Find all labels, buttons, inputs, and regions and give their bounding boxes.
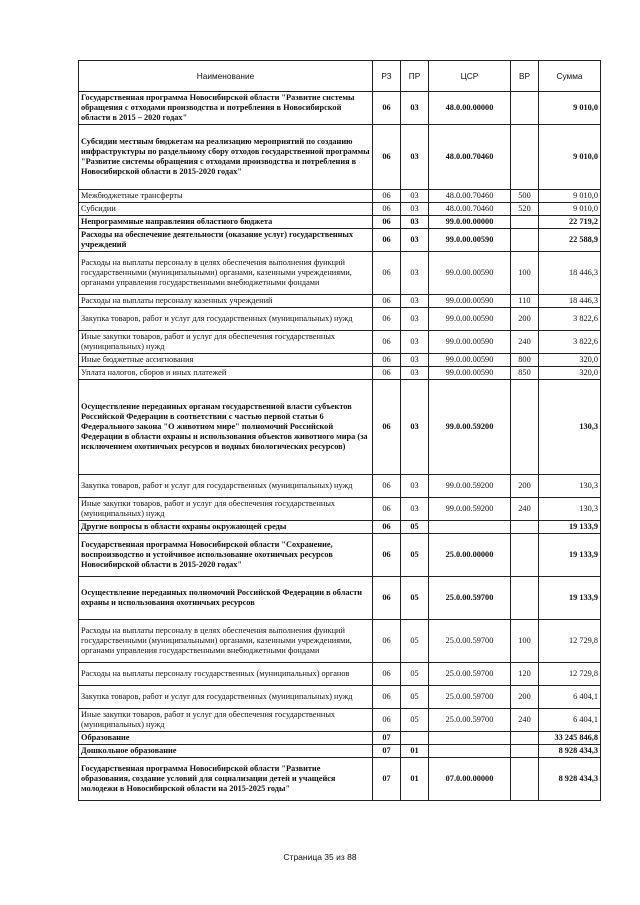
cell-csr: 99.0.00.00590: [429, 367, 511, 380]
cell-pr: 05: [401, 521, 429, 534]
cell-rz: 06: [373, 331, 401, 354]
header-pr: ПР: [401, 61, 429, 92]
cell-csr: 48.0.00.70460: [429, 125, 511, 190]
cell-name: Государственная программа Новосибирской области "Сохранение, воспроизводство и устойчивое использование охотничьих ресурсов Новосибирской области в 2015-2020 годах": [79, 534, 373, 577]
table-row: [79, 354, 601, 367]
cell-sum: 8 928 434,3: [539, 758, 601, 801]
cell-name: Государственная программа Новосибирской области "Развитие образования, создание условий для социализации детей и учащейся молодежи в Новосибирской области на 2015-2025 годы": [79, 758, 373, 801]
cell-vr: [511, 216, 539, 229]
table-row: [79, 125, 601, 190]
table-row: [79, 252, 601, 295]
cell-vr: [511, 758, 539, 801]
cell-name: Межбюджетные трансферты: [79, 190, 373, 203]
cell-sum: 3 822,6: [539, 308, 601, 331]
cell-vr: 240: [511, 331, 539, 354]
cell-name: Закупка товаров, работ и услуг для государственных (муниципальных) нужд: [79, 475, 373, 498]
cell-name: Закупка товаров, работ и услуг для государственных (муниципальных) нужд: [79, 686, 373, 709]
cell-sum: 22 719,2: [539, 216, 601, 229]
table-header-row: [79, 61, 601, 92]
cell-vr: [511, 732, 539, 745]
cell-csr: 99.0.00.00590: [429, 229, 511, 252]
cell-pr: 03: [401, 252, 429, 295]
cell-vr: 500: [511, 190, 539, 203]
page-number: Страница 35 из 88: [283, 852, 357, 862]
cell-csr: 99.0.00.59200: [429, 475, 511, 498]
cell-rz: 06: [373, 354, 401, 367]
cell-csr: 99.0.00.59200: [429, 498, 511, 521]
cell-vr: 110: [511, 295, 539, 308]
cell-name: Образование: [79, 732, 373, 745]
cell-csr: 48.0.00.70460: [429, 190, 511, 203]
cell-rz: 06: [373, 498, 401, 521]
cell-pr: 05: [401, 709, 429, 732]
cell-name: Непрограммные направления областного бюджета: [79, 216, 373, 229]
cell-name: Иные бюджетные ассигнования: [79, 354, 373, 367]
cell-pr: 03: [401, 92, 429, 125]
cell-rz: 06: [373, 367, 401, 380]
cell-vr: 100: [511, 620, 539, 663]
cell-pr: 01: [401, 758, 429, 801]
table-row: [79, 745, 601, 758]
header-name: Наименование: [79, 61, 373, 92]
cell-name: Расходы на выплаты персоналу государственных (муниципальных) органов: [79, 663, 373, 686]
cell-pr: 03: [401, 498, 429, 521]
cell-csr: 25.0.00.00000: [429, 534, 511, 577]
cell-vr: 200: [511, 475, 539, 498]
cell-csr: 25.0.00.59700: [429, 709, 511, 732]
cell-pr: 03: [401, 331, 429, 354]
cell-pr: 05: [401, 534, 429, 577]
cell-pr: 03: [401, 216, 429, 229]
cell-rz: 06: [373, 534, 401, 577]
table-row: [79, 686, 601, 709]
cell-rz: 06: [373, 620, 401, 663]
cell-sum: 6 404,1: [539, 709, 601, 732]
table-row: [79, 521, 601, 534]
cell-rz: 06: [373, 190, 401, 203]
cell-vr: 240: [511, 709, 539, 732]
cell-csr: 25.0.00.59700: [429, 577, 511, 620]
cell-pr: 01: [401, 745, 429, 758]
cell-name: Расходы на выплаты персоналу в целях обеспечения выполнения функций государственными (муниципальными) органами, казенными учреждениями, органами управления государственными внебюджетными фондами: [79, 620, 373, 663]
cell-vr: [511, 229, 539, 252]
cell-name: Закупка товаров, работ и услуг для государственных (муниципальных) нужд: [79, 308, 373, 331]
cell-csr: 99.0.00.00590: [429, 354, 511, 367]
cell-name: Дошкольное образование: [79, 745, 373, 758]
cell-rz: 06: [373, 686, 401, 709]
cell-pr: 03: [401, 125, 429, 190]
cell-rz: 06: [373, 216, 401, 229]
cell-name: Другие вопросы в области охраны окружающей среды: [79, 521, 373, 534]
cell-name: Уплата налогов, сборов и иных платежей: [79, 367, 373, 380]
cell-vr: [511, 745, 539, 758]
cell-sum: 18 446,3: [539, 252, 601, 295]
cell-sum: 12 729,8: [539, 663, 601, 686]
cell-vr: [511, 92, 539, 125]
header-sum: Сумма: [539, 61, 601, 92]
table-row: [79, 475, 601, 498]
cell-pr: 03: [401, 308, 429, 331]
cell-vr: [511, 380, 539, 475]
cell-pr: 03: [401, 354, 429, 367]
cell-csr: 99.0.00.59200: [429, 380, 511, 475]
table-row: [79, 758, 601, 801]
cell-sum: 9 010,0: [539, 125, 601, 190]
cell-rz: 07: [373, 758, 401, 801]
cell-sum: 9 010,0: [539, 190, 601, 203]
cell-sum: 130,3: [539, 498, 601, 521]
cell-sum: 6 404,1: [539, 686, 601, 709]
table-row: [79, 308, 601, 331]
table-row: [79, 663, 601, 686]
cell-name: Иные закупки товаров, работ и услуг для обеспечения государственных (муниципальных) нужд: [79, 331, 373, 354]
cell-vr: 240: [511, 498, 539, 521]
cell-sum: 18 446,3: [539, 295, 601, 308]
budget-table: [78, 60, 601, 801]
table-row: [79, 534, 601, 577]
cell-name: Субсидии: [79, 203, 373, 216]
header-csr: ЦСР: [429, 61, 511, 92]
cell-pr: 03: [401, 475, 429, 498]
cell-pr: [401, 732, 429, 745]
table-row: [79, 620, 601, 663]
cell-sum: 320,0: [539, 354, 601, 367]
table-row: [79, 732, 601, 745]
table-row: [79, 92, 601, 125]
cell-name: Иные закупки товаров, работ и услуг для обеспечения государственных (муниципальных) нужд: [79, 498, 373, 521]
cell-csr: 07.0.00.00000: [429, 758, 511, 801]
cell-sum: 33 245 846,8: [539, 732, 601, 745]
cell-vr: [511, 577, 539, 620]
cell-name: Государственная программа Новосибирской области "Развитие системы обращения с отходами производства и потребления в Новосибирской области в 2015 – 2020 годах": [79, 92, 373, 125]
cell-csr: 48.0.00.00000: [429, 92, 511, 125]
cell-csr: 25.0.00.59700: [429, 686, 511, 709]
cell-vr: [511, 534, 539, 577]
cell-csr: 48.0.00.70460: [429, 203, 511, 216]
cell-vr: 850: [511, 367, 539, 380]
table-row: [79, 367, 601, 380]
cell-rz: 06: [373, 92, 401, 125]
cell-csr: 25.0.00.59700: [429, 663, 511, 686]
header-rz: РЗ: [373, 61, 401, 92]
header-vr: ВР: [511, 61, 539, 92]
cell-pr: 03: [401, 295, 429, 308]
cell-sum: 130,3: [539, 380, 601, 475]
cell-rz: 06: [373, 663, 401, 686]
cell-sum: 12 729,8: [539, 620, 601, 663]
cell-rz: 06: [373, 203, 401, 216]
cell-csr: [429, 732, 511, 745]
cell-rz: 07: [373, 745, 401, 758]
cell-pr: 05: [401, 663, 429, 686]
cell-vr: 200: [511, 686, 539, 709]
cell-name: Осуществление переданных органам государственной власти субъектов Российской Федерации в соответствии с частью первой статьи 6 Федерального закона "О животном мире" полномочий Российской Федерации в области охраны и использования объектов животного мира (за исключением охотничьих ресурсов и водных биологических ресурсов): [79, 380, 373, 475]
cell-sum: 8 928 434,3: [539, 745, 601, 758]
cell-vr: [511, 125, 539, 190]
table-row: [79, 190, 601, 203]
cell-vr: 800: [511, 354, 539, 367]
cell-sum: 130,3: [539, 475, 601, 498]
cell-csr: 99.0.00.00000: [429, 216, 511, 229]
cell-pr: 03: [401, 190, 429, 203]
cell-sum: 320,0: [539, 367, 601, 380]
cell-name: Расходы на выплаты персоналу казенных учреждений: [79, 295, 373, 308]
table-row: [79, 380, 601, 475]
cell-pr: 05: [401, 686, 429, 709]
table-row: [79, 216, 601, 229]
cell-rz: 07: [373, 732, 401, 745]
table-row: [79, 577, 601, 620]
cell-vr: 120: [511, 663, 539, 686]
cell-rz: 06: [373, 577, 401, 620]
cell-sum: 3 822,6: [539, 331, 601, 354]
cell-sum: 19 133,9: [539, 577, 601, 620]
table-row: [79, 331, 601, 354]
cell-csr: 99.0.00.00590: [429, 295, 511, 308]
cell-name: Осуществление переданных полномочий Российской Федерации в области охраны и использования охотничьих ресурсов: [79, 577, 373, 620]
cell-pr: 03: [401, 367, 429, 380]
cell-name: Субсидии местным бюджетам на реализацию мероприятий по созданию инфраструктуры по раздельному сбору отходов государственной программы "Развитие системы обращения с отходами производства и потребления в Новосибирской области в 2015-2020 годах": [79, 125, 373, 190]
table-row: [79, 203, 601, 216]
cell-pr: 05: [401, 620, 429, 663]
cell-sum: 9 010,0: [539, 203, 601, 216]
cell-name: Расходы на обеспечение деятельности (оказание услуг) государственных учреждений: [79, 229, 373, 252]
cell-csr: 25.0.00.59700: [429, 620, 511, 663]
cell-sum: 19 133,9: [539, 521, 601, 534]
cell-csr: [429, 521, 511, 534]
cell-sum: 9 010,0: [539, 92, 601, 125]
cell-rz: 06: [373, 252, 401, 295]
cell-vr: 100: [511, 252, 539, 295]
cell-csr: 99.0.00.00590: [429, 252, 511, 295]
cell-rz: 06: [373, 521, 401, 534]
cell-csr: [429, 745, 511, 758]
cell-vr: 200: [511, 308, 539, 331]
cell-rz: 06: [373, 229, 401, 252]
cell-rz: 06: [373, 125, 401, 190]
cell-pr: 05: [401, 577, 429, 620]
cell-name: Расходы на выплаты персоналу в целях обеспечения выполнения функций государственными (муниципальными) органами, казенными учреждениями, органами управления государственными внебюджетными фондами: [79, 252, 373, 295]
cell-vr: [511, 521, 539, 534]
table-row: [79, 709, 601, 732]
table-body: [79, 92, 601, 801]
table-row: [79, 229, 601, 252]
cell-rz: 06: [373, 475, 401, 498]
cell-name: Иные закупки товаров, работ и услуг для обеспечения государственных (муниципальных) нужд: [79, 709, 373, 732]
cell-csr: 99.0.00.00590: [429, 308, 511, 331]
cell-sum: 19 133,9: [539, 534, 601, 577]
cell-pr: 03: [401, 203, 429, 216]
cell-rz: 06: [373, 380, 401, 475]
cell-vr: 520: [511, 203, 539, 216]
cell-pr: 03: [401, 229, 429, 252]
cell-sum: 22 588,9: [539, 229, 601, 252]
cell-rz: 06: [373, 709, 401, 732]
table-row: [79, 498, 601, 521]
cell-rz: 06: [373, 308, 401, 331]
table-row: [79, 295, 601, 308]
cell-csr: 99.0.00.00590: [429, 331, 511, 354]
cell-rz: 06: [373, 295, 401, 308]
cell-pr: 03: [401, 380, 429, 475]
